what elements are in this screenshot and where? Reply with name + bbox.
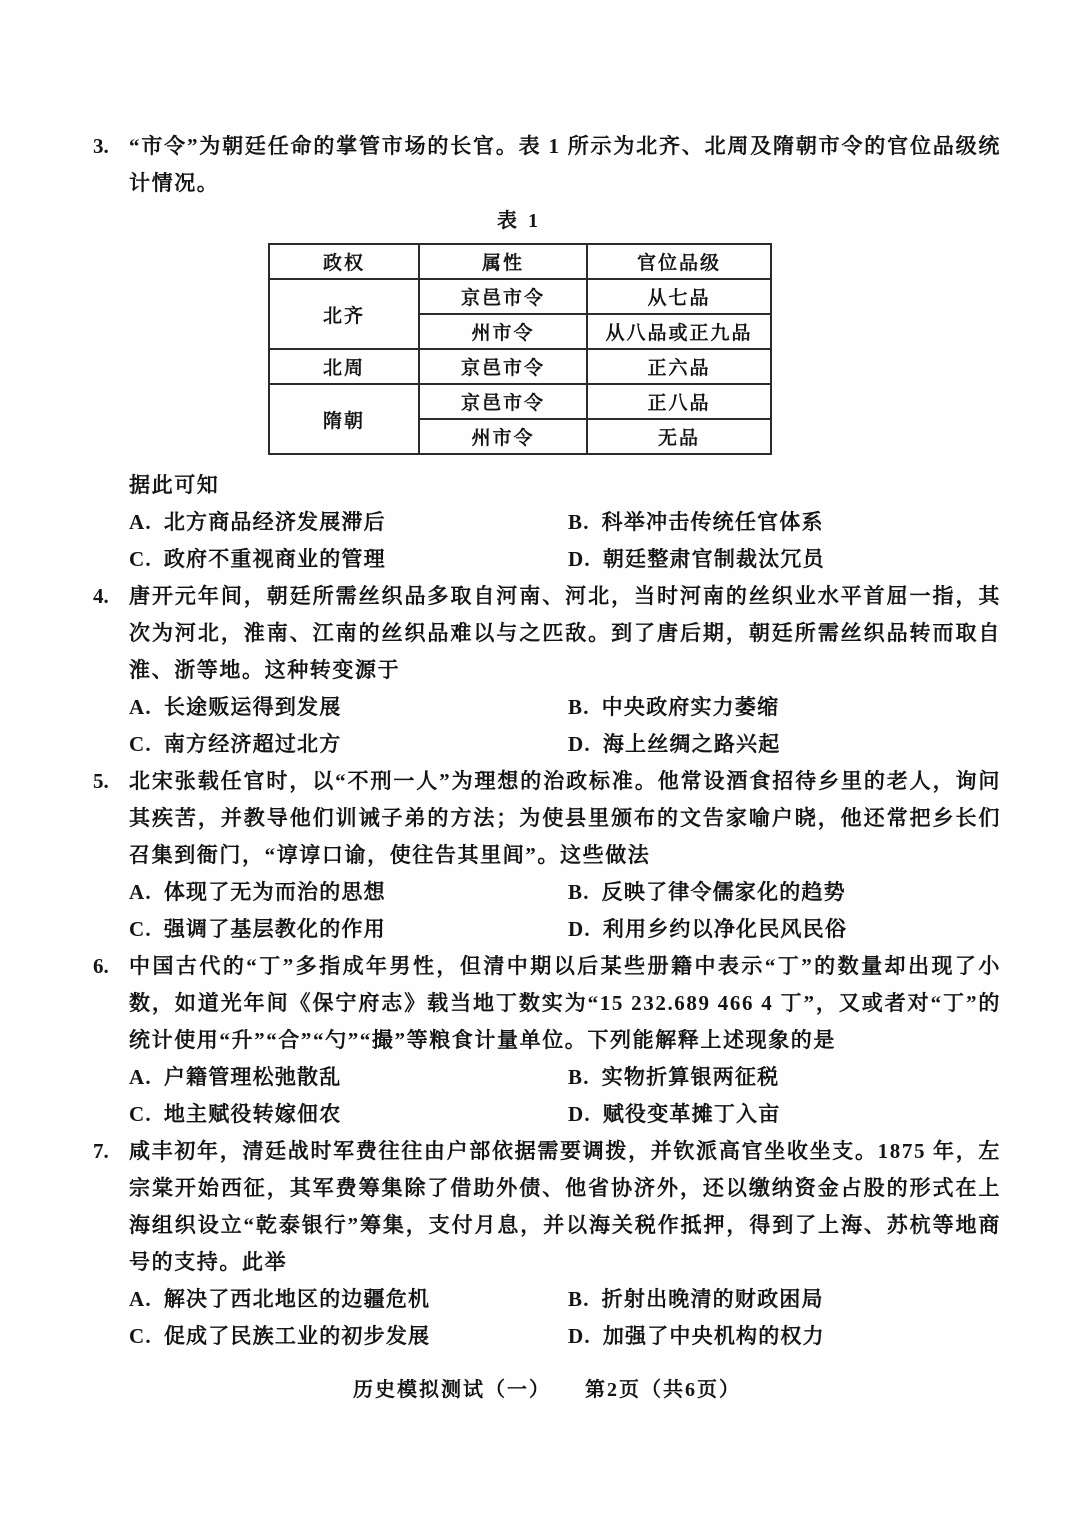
- option-c-label: C.: [129, 917, 152, 941]
- option-b-text: 中央政府实力萎缩: [601, 695, 780, 719]
- cell-attr: 京邑市令: [419, 279, 587, 314]
- question-4-body: [129, 578, 1001, 763]
- official-rank-table: [268, 243, 772, 455]
- option-b: [568, 874, 1001, 911]
- option-b-label: B.: [568, 695, 590, 719]
- option-a: [129, 1059, 562, 1096]
- option-b-label: B.: [568, 1065, 590, 1089]
- option-b-label: B.: [568, 1287, 590, 1311]
- question-3-number: 3.: [93, 134, 109, 158]
- cell-regime: 隋朝: [269, 384, 419, 454]
- table-header-row: [269, 244, 771, 279]
- option-a-label: A.: [129, 510, 152, 534]
- option-d-text: 利用乡约以净化民风民俗: [602, 917, 848, 941]
- option-b-text: 实物折算银两征税: [601, 1065, 780, 1089]
- question-4-number: 4.: [93, 584, 109, 608]
- question-5-options: [129, 874, 1001, 948]
- question-3-stem: “市令”为朝廷任命的掌管市场的长官。表 1 所示为北齐、北周及隋朝市令的官位品级统计情况。: [129, 134, 1001, 195]
- question-3-lead: 据此可知: [129, 473, 220, 497]
- option-c: [129, 911, 562, 948]
- option-c-label: C.: [129, 547, 152, 571]
- table-1-caption: 表 1: [497, 210, 541, 232]
- question-4-stem: 唐开元年间，朝廷所需丝织品多取自河南、河北，当时河南的丝织业水平首屈一指，其次为河北，淮南、江南的丝织品难以与之匹敌。到了唐后期，朝廷所需丝织品转而取自淮、浙等地。这种转变源于: [129, 584, 1001, 682]
- cell-attr: 州市令: [419, 419, 587, 454]
- option-c-label: C.: [129, 732, 152, 756]
- question-3-body: [129, 128, 1001, 578]
- question-5-number: 5.: [93, 769, 109, 793]
- question-6: [93, 948, 1001, 1133]
- cell-regime: 北周: [269, 349, 419, 384]
- question-7-number: 7.: [93, 1139, 109, 1163]
- header-regime: 政权: [269, 244, 419, 279]
- question-5-body: [129, 763, 1001, 948]
- option-a: [129, 689, 562, 726]
- table-row: [269, 349, 771, 384]
- cell-rank: 从八品或正九品: [587, 314, 771, 349]
- option-b-label: B.: [568, 510, 590, 534]
- option-b: [568, 1281, 1001, 1318]
- option-c-text: 强调了基层教化的作用: [163, 917, 386, 941]
- option-a-label: A.: [129, 880, 152, 904]
- question-6-number: 6.: [93, 954, 109, 978]
- cell-rank: 正八品: [587, 384, 771, 419]
- option-b: [568, 504, 1001, 541]
- option-a-text: 解决了西北地区的边疆危机: [163, 1287, 431, 1311]
- option-b: [568, 1059, 1001, 1096]
- question-6-options: [129, 1059, 1001, 1133]
- cell-attr: 州市令: [419, 314, 587, 349]
- option-c: [129, 1096, 562, 1133]
- header-attr: 属性: [419, 244, 587, 279]
- option-b-text: 折射出晚清的财政困局: [601, 1287, 824, 1311]
- option-b-label: B.: [568, 880, 590, 904]
- question-7-body: [129, 1133, 1001, 1355]
- option-d: [568, 726, 1001, 763]
- option-b: [568, 689, 1001, 726]
- option-c-text: 促成了民族工业的初步发展: [163, 1324, 431, 1348]
- table-row: [269, 384, 771, 419]
- option-c-text: 政府不重视商业的管理: [163, 547, 386, 571]
- question-7-stem: 咸丰初年，清廷战时军费往往由户部依据需要调拨，并钦派高官坐收坐支。1875 年，左宗棠开始西征，其军费筹集除了借助外债、他省协济外，还以缴纳资金占股的形式在上海组织设立“乾泰银行”筹集，支付月息，并以海关税作抵押，得到了上海、苏杭等地商号的支持。此举: [129, 1139, 1001, 1274]
- question-7: [93, 1133, 1001, 1355]
- header-rank: 官位品级: [587, 244, 771, 279]
- option-a-text: 户籍管理松弛散乱: [163, 1065, 342, 1089]
- question-5: [93, 763, 1001, 948]
- option-a-text: 体现了无为而治的思想: [163, 880, 386, 904]
- cell-regime: 北齐: [269, 279, 419, 349]
- cell-rank: 正六品: [587, 349, 771, 384]
- option-c-label: C.: [129, 1324, 152, 1348]
- question-4-options: [129, 689, 1001, 763]
- option-d: [568, 911, 1001, 948]
- cell-attr: 京邑市令: [419, 349, 587, 384]
- option-d-label: D.: [568, 547, 591, 571]
- option-c-label: C.: [129, 1102, 152, 1126]
- option-d-label: D.: [568, 1102, 591, 1126]
- option-c: [129, 541, 562, 578]
- option-a-label: A.: [129, 1287, 152, 1311]
- option-c-text: 南方经济超过北方: [163, 732, 342, 756]
- option-d: [568, 541, 1001, 578]
- option-d: [568, 1096, 1001, 1133]
- cell-rank: 从七品: [587, 279, 771, 314]
- question-6-stem: 中国古代的“丁”多指成年男性，但清中期以后某些册籍中表示“丁”的数量却出现了小数，如道光年间《保宁府志》载当地丁数实为“15 232.689 466 4 丁”，又或者对“丁”的统计使用“升”“合”“勺”“撮”等粮食计量单位。下列能解释上述现象的是: [129, 954, 1001, 1052]
- option-a: [129, 874, 562, 911]
- option-a-label: A.: [129, 695, 152, 719]
- question-6-body: [129, 948, 1001, 1133]
- option-d-label: D.: [568, 917, 591, 941]
- option-b-text: 反映了律令儒家化的趋势: [601, 880, 846, 904]
- option-d-label: D.: [568, 732, 591, 756]
- question-3: [93, 128, 1001, 578]
- question-3-options: [129, 504, 1001, 578]
- option-a: [129, 504, 562, 541]
- option-a: [129, 1281, 562, 1318]
- table-row: [269, 279, 771, 314]
- option-d-label: D.: [568, 1324, 591, 1348]
- option-d: [568, 1318, 1001, 1355]
- option-d-text: 加强了中央机构的权力: [602, 1324, 825, 1348]
- cell-attr: 京邑市令: [419, 384, 587, 419]
- option-d-text: 海上丝绸之路兴起: [602, 732, 781, 756]
- option-a-text: 长途贩运得到发展: [163, 695, 342, 719]
- option-a-label: A.: [129, 1065, 152, 1089]
- option-d-text: 赋役变革摊丁入亩: [602, 1102, 781, 1126]
- option-c: [129, 1318, 562, 1355]
- page-footer: 历史模拟测试（一） 第2页（共6页）: [353, 1379, 741, 1401]
- question-4: [93, 578, 1001, 763]
- option-c-text: 地主赋役转嫁佃农: [163, 1102, 342, 1126]
- option-b-text: 科举冲击传统任官体系: [601, 510, 824, 534]
- question-5-stem: 北宋张载任官时，以“不刑一人”为理想的治政标准。他常设酒食招待乡里的老人，询问其疾苦，并教导他们训诫子弟的方法；为使县里颁布的文告家喻户晓，他还常把乡长们召集到衙门，“谆谆口谕，使往告其里闾”。这些做法: [129, 769, 1001, 867]
- option-a-text: 北方商品经济发展滞后: [163, 510, 386, 534]
- question-7-options: [129, 1281, 1001, 1355]
- option-c: [129, 726, 562, 763]
- cell-rank: 无品: [587, 419, 771, 454]
- option-d-text: 朝廷整肃官制裁汰冗员: [602, 547, 825, 571]
